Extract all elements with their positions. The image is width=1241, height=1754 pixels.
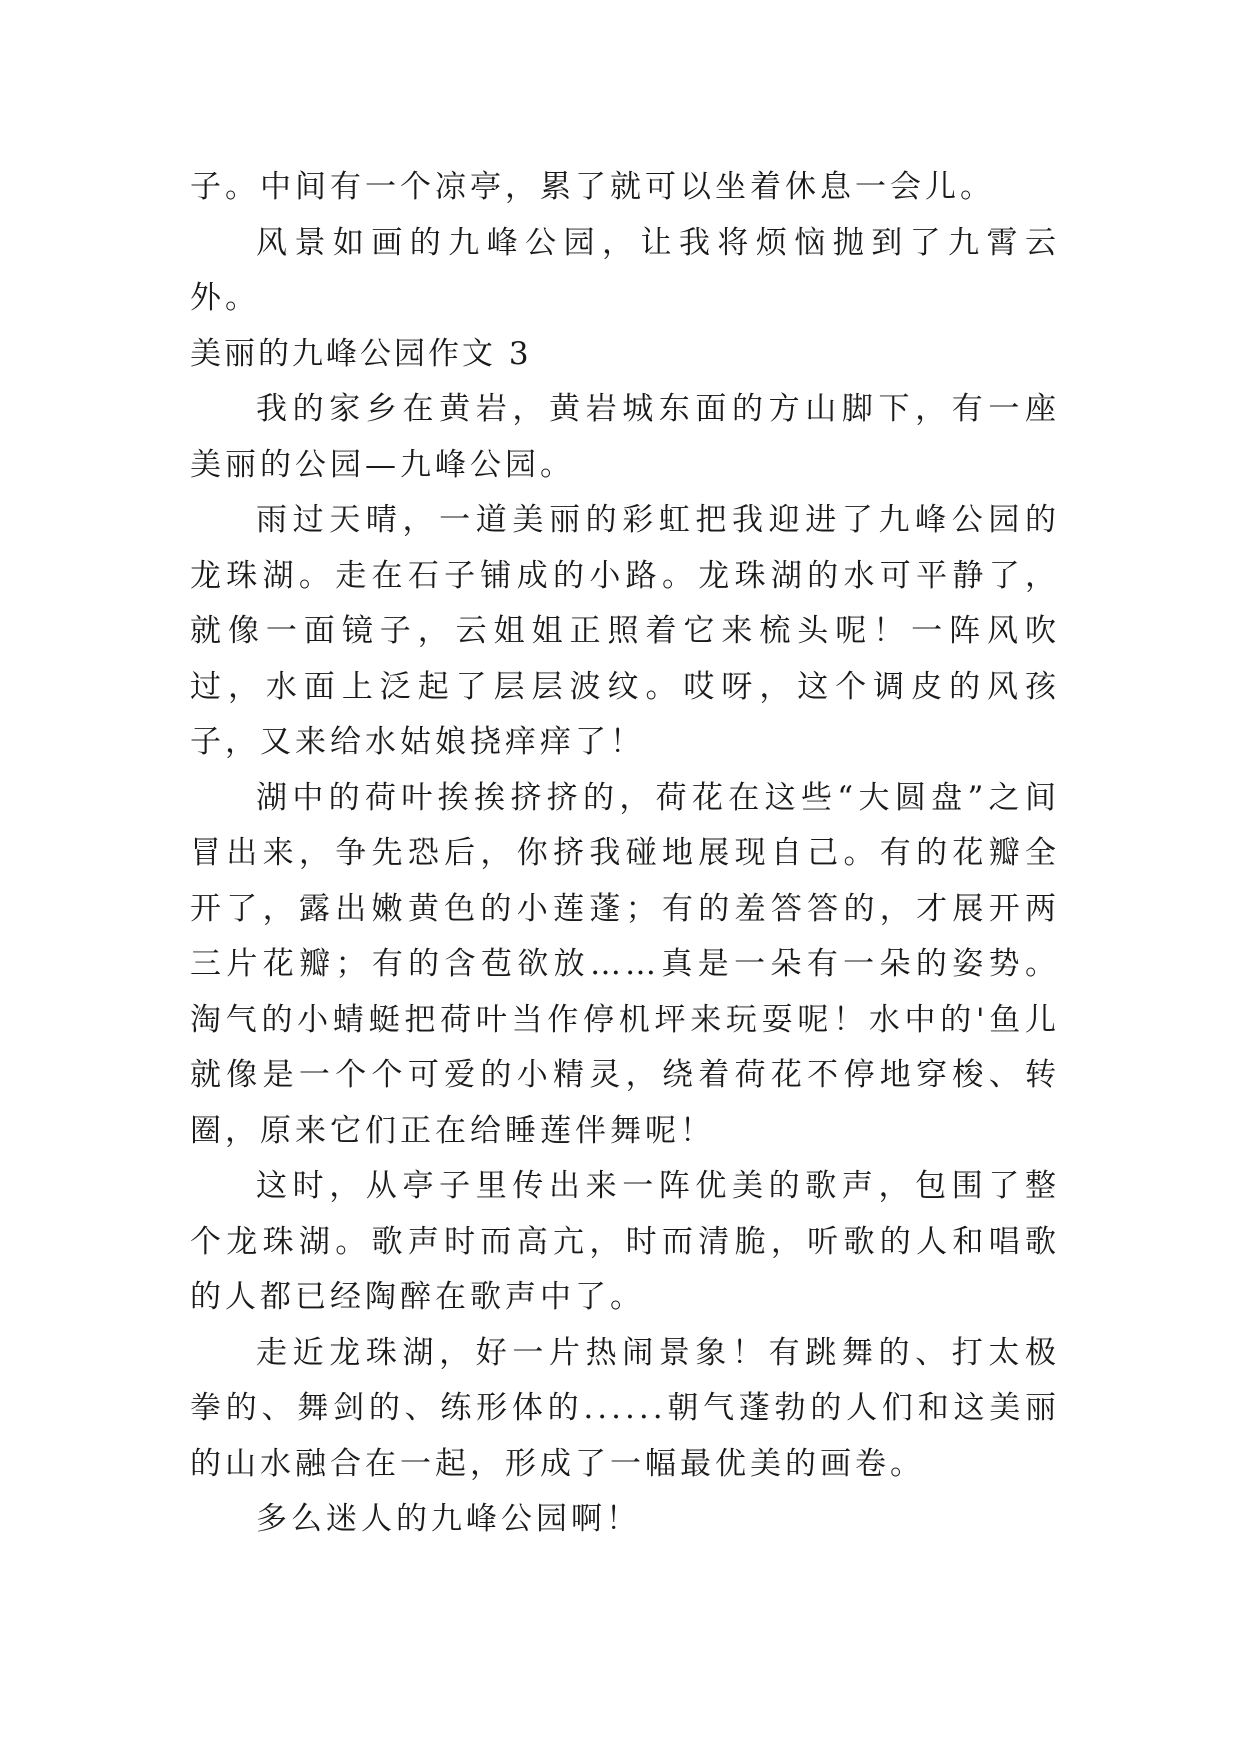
paragraph-closing: 风景如画的九峰公园，让我将烦恼抛到了九霄云外。 <box>190 224 1060 316</box>
section-title: 美丽的九峰公园作文 3 <box>190 335 532 372</box>
document-page <box>190 160 1060 1548</box>
paragraph-ending: 多么迷人的九峰公园啊！ <box>256 1501 641 1537</box>
paragraph-lotus: 湖中的荷叶挨挨挤挤的，荷花在这些“大圆盘”之间冒出来，争先恐后，你挤我碰地展现自己。有的花瓣全开了，露出嫩黄色的小莲蓬；有的羞答答的，才展开两三片花瓣；有的含苞欲放……真是一朵有一朵的姿势。淘气的小蜻蜓把荷叶当作停机坪来玩耍呢！水中的'鱼儿就像是一个个可爱的小精灵，绕着荷花不停地穿梭、转圈，原来它们正在给睡莲伴舞呢！ <box>190 779 1060 1149</box>
paragraph-continued: 子。中间有一个凉亭，累了就可以坐着休息一会儿。 <box>190 169 995 205</box>
paragraph-song: 这时，从亭子里传出来一阵优美的歌声，包围了整个龙珠湖。歌声时而高亢，时而清脆，听歌的人和唱歌的人都已经陶醉在歌声中了。 <box>190 1168 1060 1315</box>
paragraph-crowd: 走近龙珠湖，好一片热闹景象！有跳舞的、打太极拳的、舞剑的、练形体的......朝气蓬勃的人们和这美丽的山水融合在一起，形成了一幅最优美的画卷。 <box>190 1334 1060 1482</box>
paragraph-intro: 我的家乡在黄岩，黄岩城东面的方山脚下，有一座美丽的公园—九峰公园。 <box>190 391 1060 483</box>
paragraph-lake: 雨过天晴，一道美丽的彩虹把我迎进了九峰公园的龙珠湖。走在石子铺成的小路。龙珠湖的水可平静了，就像一面镜子，云姐姐正照着它来梳头呢！一阵风吹过，水面上泛起了层层波纹。哎呀，这个调皮的风孩子，又来给水姑娘挠痒痒了！ <box>190 502 1060 760</box>
